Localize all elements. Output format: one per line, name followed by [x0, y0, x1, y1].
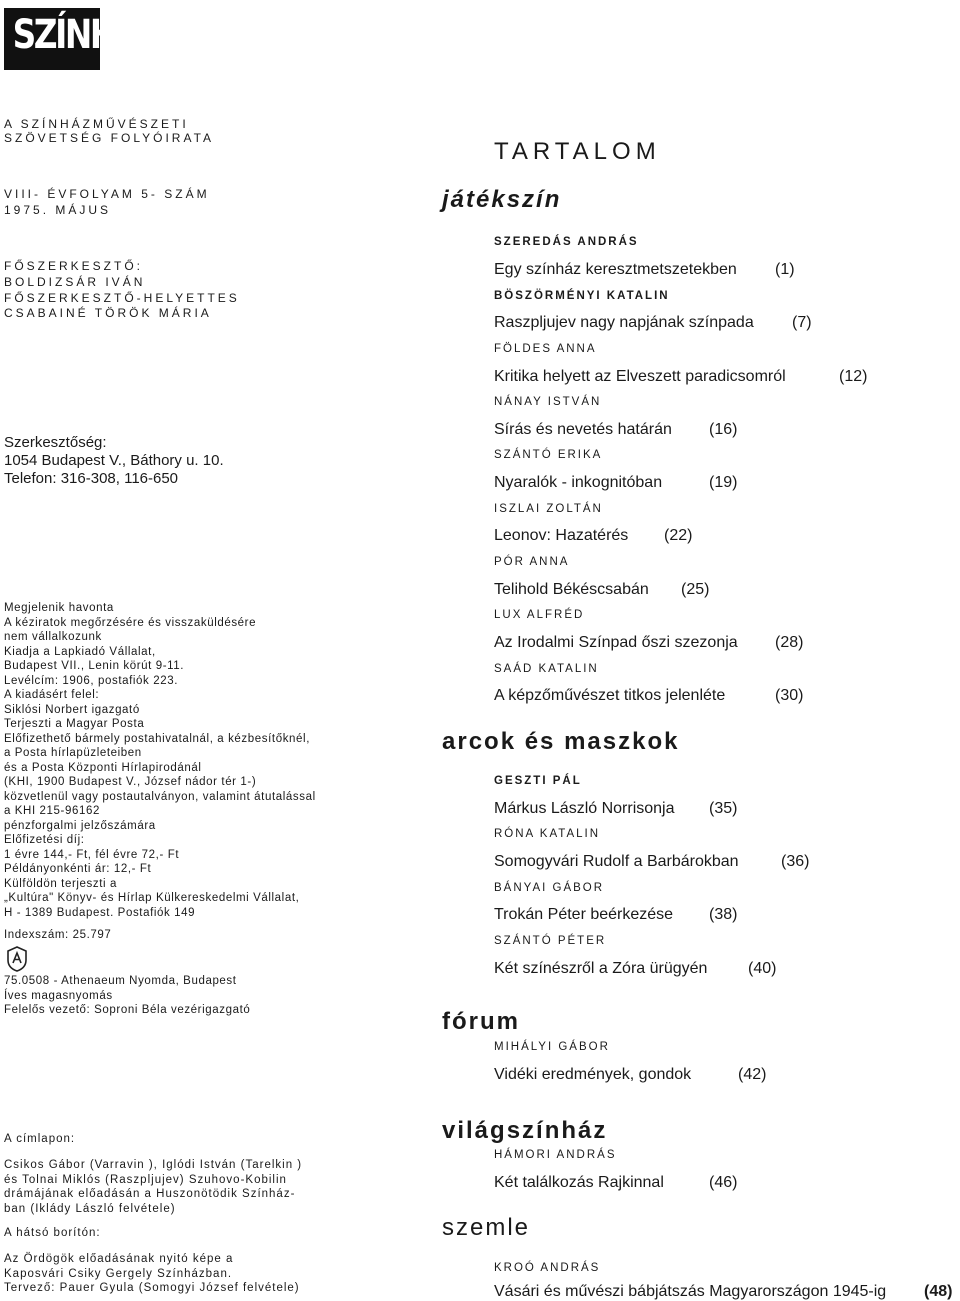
- deputy-editor-label: FŐSZERKESZTŐ-HELYETTES: [4, 291, 240, 305]
- toc-title[interactable]: Somogyvári Rudolf a Barbárokban: [494, 853, 739, 870]
- toc-author: FÖLDES ANNA: [494, 343, 597, 355]
- colophon-line: A kiadásért felel:: [4, 689, 100, 701]
- toc-page: (30): [775, 687, 804, 704]
- toc-author: LUX ALFRÉD: [494, 609, 585, 621]
- toc-page: (7): [792, 314, 812, 331]
- colophon-line: nem vállalkozunk: [4, 631, 102, 643]
- printer-line: Íves magasnyomás: [4, 989, 113, 1002]
- printer-line: Felelős vezető: Soproni Béla vezérigazgató: [4, 1004, 251, 1016]
- colophon-line: 1 évre 144,- Ft, fél évre 72,- Ft: [4, 848, 180, 861]
- magazine-logo: [4, 8, 160, 70]
- toc-title[interactable]: Márkus László Norrisonja: [494, 800, 675, 817]
- front-cover-text: [4, 1158, 302, 1216]
- colophon-line: „Kultúra" Könyv- és Hírlap Külkereskedelmi Vállalat,: [4, 892, 300, 904]
- section-vilagszinhaz: világszínház: [442, 1117, 608, 1144]
- toc-heading: TARTALOM: [494, 138, 661, 165]
- colophon-line: a Posta hírlapüzleteiben: [4, 747, 142, 759]
- colophon-line: közvetlenül vagy postautalványon, valamint átutalással: [4, 790, 316, 803]
- toc-page: (46): [709, 1174, 738, 1191]
- office-phone: Telefon: 316-308, 116-650: [4, 470, 179, 487]
- issue-date: 1975. MÁJUS: [4, 203, 112, 217]
- toc-page: (1): [775, 261, 795, 278]
- masthead-line-1: A SZÍNHÁZMŰVÉSZETI: [4, 117, 189, 131]
- front-cover-line: és Tolnai Miklós (Raszpljujev) Szuhovo-Kobilin: [4, 1173, 287, 1186]
- toc-title[interactable]: Vidéki eredmények, gondok: [494, 1066, 692, 1083]
- toc-page: (28): [775, 634, 804, 651]
- front-cover-line: ban (Iklády László felvétele): [4, 1202, 176, 1215]
- colophon-line: és a Posta Központi Hírlapirodánál: [4, 761, 202, 774]
- toc-page: (22): [664, 527, 693, 544]
- colophon: [4, 601, 316, 920]
- front-cover-label: A címlapon:: [4, 1133, 76, 1145]
- toc-page: (42): [738, 1066, 767, 1083]
- toc-title[interactable]: Vásári és művészi bábjátszás Magyarországon 1945-ig: [494, 1283, 887, 1300]
- chief-editor-label: FŐSZERKESZTŐ:: [4, 259, 144, 273]
- toc-author: BÁNYAI GÁBOR: [494, 882, 605, 894]
- toc-page: (12): [839, 368, 868, 385]
- back-cover-label: A hátsó borítón:: [4, 1227, 101, 1239]
- toc-title[interactable]: Telihold Békéscsabán: [494, 581, 649, 598]
- deputy-editor-name: CSABAINÉ TÖRÖK MÁRIA: [4, 306, 212, 320]
- toc-author: BÖSZÖRMÉNYI KATALIN: [494, 290, 670, 302]
- colophon-line: Levélcím: 1906, postafiók 223.: [4, 674, 178, 687]
- back-cover-line: Kaposvári Csiky Gergely Színházban.: [4, 1267, 233, 1280]
- colophon-line: Budapest VII., Lenin körút 9-11.: [4, 660, 185, 672]
- toc-title[interactable]: Leonov: Hazatérés: [494, 527, 629, 544]
- toc-author: RÓNA KATALIN: [494, 828, 601, 840]
- front-cover-line: Csikos Gábor (Varravin ), Iglódi István (Tarelkin ): [4, 1159, 303, 1171]
- back-cover-line: Az Ördögök előadásának nyitó képe a: [4, 1253, 234, 1265]
- toc-title[interactable]: Trokán Péter beérkezése: [494, 906, 674, 923]
- toc-page: (25): [681, 581, 710, 598]
- back-cover-text: [4, 1252, 300, 1296]
- toc-title[interactable]: Nyaralók - inkognitóban: [494, 474, 663, 491]
- toc-page: (40): [748, 960, 777, 977]
- toc-author: NÁNAY ISTVÁN: [494, 396, 602, 408]
- toc-author: SZEREDÁS ANDRÁS: [494, 236, 639, 248]
- toc-author: KROÓ ANDRÁS: [494, 1262, 601, 1274]
- toc-title[interactable]: Raszpljujev nagy napjának színpada: [494, 314, 754, 331]
- toc-author: PÓR ANNA: [494, 556, 570, 568]
- toc-title[interactable]: A képzőművészet titkos jelenléte: [494, 687, 726, 704]
- toc-page: (16): [709, 421, 738, 438]
- toc-page: (35): [709, 800, 738, 817]
- colophon-line: Előfizetési díj:: [4, 834, 85, 846]
- toc-page: (36): [781, 853, 810, 870]
- toc-author: SAÁD KATALIN: [494, 663, 599, 675]
- printer-info: [4, 974, 250, 1018]
- toc-title[interactable]: Egy színház keresztmetszetekben: [494, 261, 737, 278]
- section-forum: fórum: [442, 1008, 520, 1035]
- toc-author: GESZTI PÁL: [494, 775, 582, 787]
- colophon-line: Siklósi Norbert igazgató: [4, 703, 140, 716]
- office-address: 1054 Budapest V., Báthory u. 10.: [4, 452, 224, 469]
- colophon-line: A kéziratok megőrzésére és visszaküldésére: [4, 616, 257, 629]
- toc-title[interactable]: Kritika helyett az Elveszett paradicsomról: [494, 368, 786, 385]
- colophon-line: Kiadja a Lapkiadó Vállalat,: [4, 645, 156, 658]
- colophon-line: pénzforgalmi jelzőszámára: [4, 819, 156, 832]
- toc-title[interactable]: Az Irodalmi Színpad őszi szezonja: [494, 634, 738, 651]
- colophon-line: Külföldön terjeszti a: [4, 877, 117, 890]
- toc-author: SZÁNTÓ PÉTER: [494, 935, 607, 947]
- toc-title[interactable]: Két színészről a Zóra ürügyén: [494, 960, 708, 977]
- toc-author: MIHÁLYI GÁBOR: [494, 1041, 610, 1053]
- colophon-line: a KHI 215-96162: [4, 805, 100, 817]
- section-jatekszin: játékszín: [442, 186, 562, 213]
- toc-author: HÁMORI ANDRÁS: [494, 1149, 617, 1161]
- toc-page: (48): [924, 1283, 953, 1300]
- printer-line: 75.0508 - Athenaeum Nyomda, Budapest: [4, 975, 237, 987]
- front-cover-line: drámájának előadásán a Huszonötödik Színház-: [4, 1188, 296, 1200]
- logo-text: SZÍNHÁZ: [12, 12, 160, 58]
- toc-title[interactable]: Sírás és nevetés határán: [494, 421, 672, 438]
- masthead-line-2: SZÖVETSÉG FOLYÓIRATA: [4, 131, 215, 145]
- chief-editor-name: BOLDIZSÁR IVÁN: [4, 275, 146, 289]
- toc-title[interactable]: Két találkozás Rajkinnal: [494, 1174, 664, 1191]
- colophon-line: (KHI, 1900 Budapest V., József nádor tér 1-): [4, 776, 257, 788]
- colophon-line: Példányonkénti ár: 12,- Ft: [4, 863, 152, 875]
- colophon-line: Megjelenik havonta: [4, 602, 114, 614]
- colophon-line: Terjeszti a Magyar Posta: [4, 718, 145, 730]
- printer-emblem-icon: [6, 946, 28, 972]
- toc-page: (19): [709, 474, 738, 491]
- office-label: Szerkesztőség:: [4, 434, 107, 451]
- colophon-line: H - 1389 Budapest. Postafiók 149: [4, 906, 196, 919]
- index-number: Indexszám: 25.797: [4, 929, 112, 941]
- back-cover-line: Tervező: Pauer Gyula (Somogyi József felvétele): [4, 1282, 300, 1294]
- colophon-line: Előfizethető bármely postahivatalnál, a kézbesítőknél,: [4, 732, 311, 745]
- section-arcok-es-maszkok: arcok és maszkok: [442, 728, 680, 755]
- toc-author: SZÁNTÓ ERIKA: [494, 449, 603, 461]
- issue-volume: VIII- ÉVFOLYAM 5- SZÁM: [4, 187, 210, 201]
- toc-page: (38): [709, 906, 738, 923]
- toc-author: ISZLAI ZOLTÁN: [494, 503, 603, 515]
- section-szemle: szemle: [442, 1214, 531, 1241]
